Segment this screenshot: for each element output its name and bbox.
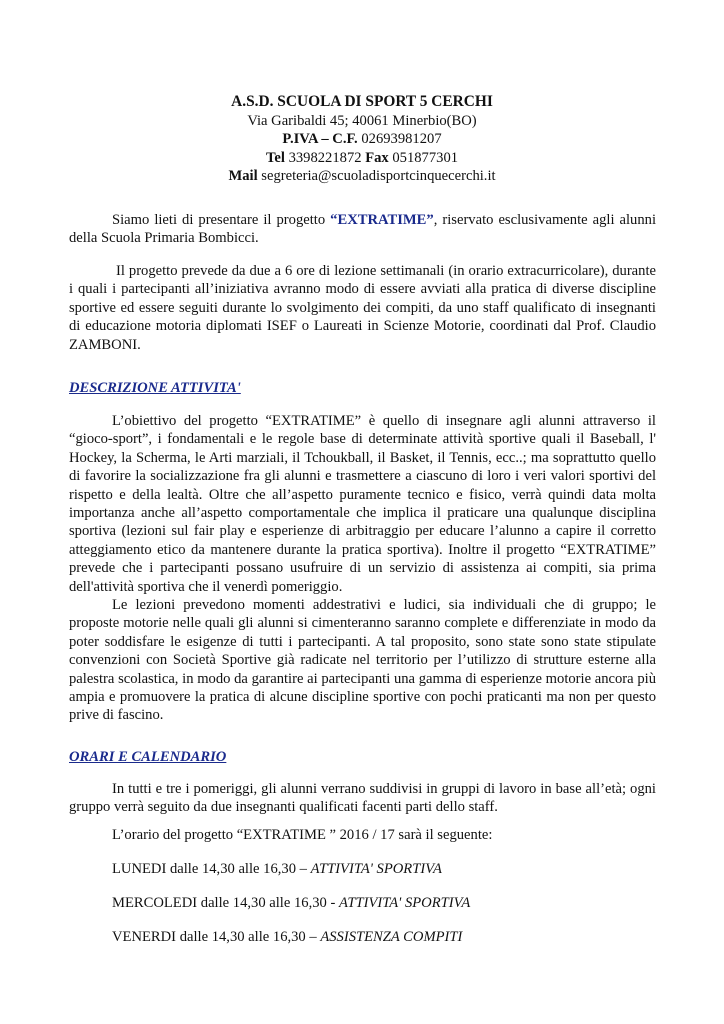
schedule-line [112, 894, 470, 912]
fax-value: 051877301 [392, 149, 459, 166]
descrizione-paragraph-2: Le lezioni prevedono momenti addestrativi e ludici, sia individuali che di gruppo; le proposte motorie nelle quali gli alunni si cimenteranno saranno complete e differenziate in modo da poter soddisfare le esigenze di tutti i partecipanti. A tal proposito, sono state sono state stipulate convenzioni con Società Sportive già radicate nel territorio per l’utilizzo di strutture esterne alla palestra scolastica, in modo da garantire ai partecipanti una gamma di esperienze motorie ancora più ampia e promuovere la pratica di alcune discipline sportive con pochi praticanti ma non per questo prive di fascino. [69, 597, 656, 724]
schedule-activity: ATTIVITA' SPORTIVA [338, 895, 471, 911]
mail-label: Mail [228, 168, 258, 185]
org-address: Via Garibaldi 45; 40061 Minerbio(BO) [247, 112, 477, 129]
org-mail [0, 167, 724, 186]
intro-paragraph-2: Il progetto prevede da due a 6 ore di lezione settimanali (in orario extracurricolare), durante i quali i partecipanti all’iniziativa avranno modo di essere avviati alla pratica di diverse discipline sportive ed essere seguiti durante lo svolgimento dei compiti, da uno staff qualificato di insegnanti di educazione motoria diplomati ISEF o Laureati in Scienze Motorie, coordinati dal Prof. Claudio ZAMBONI. [69, 263, 656, 353]
org-piva [0, 130, 724, 149]
schedule-line [112, 860, 442, 878]
section-heading-descrizione: DESCRIZIONE ATTIVITA' [69, 380, 241, 396]
org-contacts [0, 149, 724, 168]
schedule-time: MERCOLEDI dalle 14,30 alle 16,30 - [112, 895, 339, 911]
fax-label: Fax [365, 149, 389, 166]
schedule-activity: ATTIVITA' SPORTIVA [310, 861, 442, 877]
tel-value: 3398221872 [288, 149, 362, 166]
intro-text-after: , riservato esclusivamente agli alunni della Scuola Primaria Bombicci. [69, 212, 657, 247]
project-name-highlight: “EXTRATIME” [330, 212, 434, 228]
piva-value: 02693981207 [361, 131, 442, 148]
schedule-line [112, 928, 462, 946]
piva-label: P.IVA – C.F. [282, 131, 358, 148]
intro-text-before: Siamo lieti di presentare il progetto [112, 212, 331, 228]
schedule-time: VENERDI dalle 14,30 alle 16,30 – [112, 929, 321, 945]
orari-paragraph-2: L’orario del progetto “EXTRATIME ” 2016 / 17 sarà il seguente: [112, 827, 493, 843]
orari-paragraph-1: In tutti e tre i pomeriggi, gli alunni verrano suddivisi in gruppi di lavoro in base all’età; ogni gruppo verrà seguito da due insegnanti qualificati facenti parti dello staff. [69, 781, 656, 816]
tel-label: Tel [265, 149, 285, 166]
section-heading-orari: ORARI E CALENDARIO [69, 749, 227, 765]
org-name: A.S.D. SCUOLA DI SPORT 5 CERCHI [231, 93, 493, 110]
letterhead [0, 93, 724, 186]
descrizione-paragraph-1: L’obiettivo del progetto “EXTRATIME” è quello di insegnare agli alunni attraverso il “gioco-sport”, i fondamentali e le regole base di determinate attività sportive quali il Baseball, l' Hockey, la Scherma, le Arti marziali, il Tchoukball, il Basket, il Tennis, ecc..; ma soprattutto quello di favorire la socializzazione fra gli alunni e trasmettere a ciascuno di loro i veri valori sportivi del rispetto e della lealtà. Oltre che all’aspetto puramente tecnico e fisico, verrà quindi data molta importanza anche all’aspetto comportamentale che implica il praticare una qualunque disciplina sportiva (lezioni sul fair play e esperienze di arbitraggio per educare l’alunno a capire il corretto atteggiamento etico da mantenere durante la pratica sportiva). Inoltre il progetto “EXTRATIME” prevede che i partecipanti possano usufruire di un servizio di assistenza ai compiti, sia prima dell'attività sportiva che il venerdì pomeriggio. [69, 413, 656, 595]
schedule-time: LUNEDI dalle 14,30 alle 16,30 – [112, 861, 311, 877]
intro-paragraph-1 [69, 211, 656, 248]
mail-value: segreteria@scuoladisportcinquecerchi.it [261, 168, 496, 185]
schedule-activity: ASSISTENZA COMPITI [320, 929, 463, 945]
